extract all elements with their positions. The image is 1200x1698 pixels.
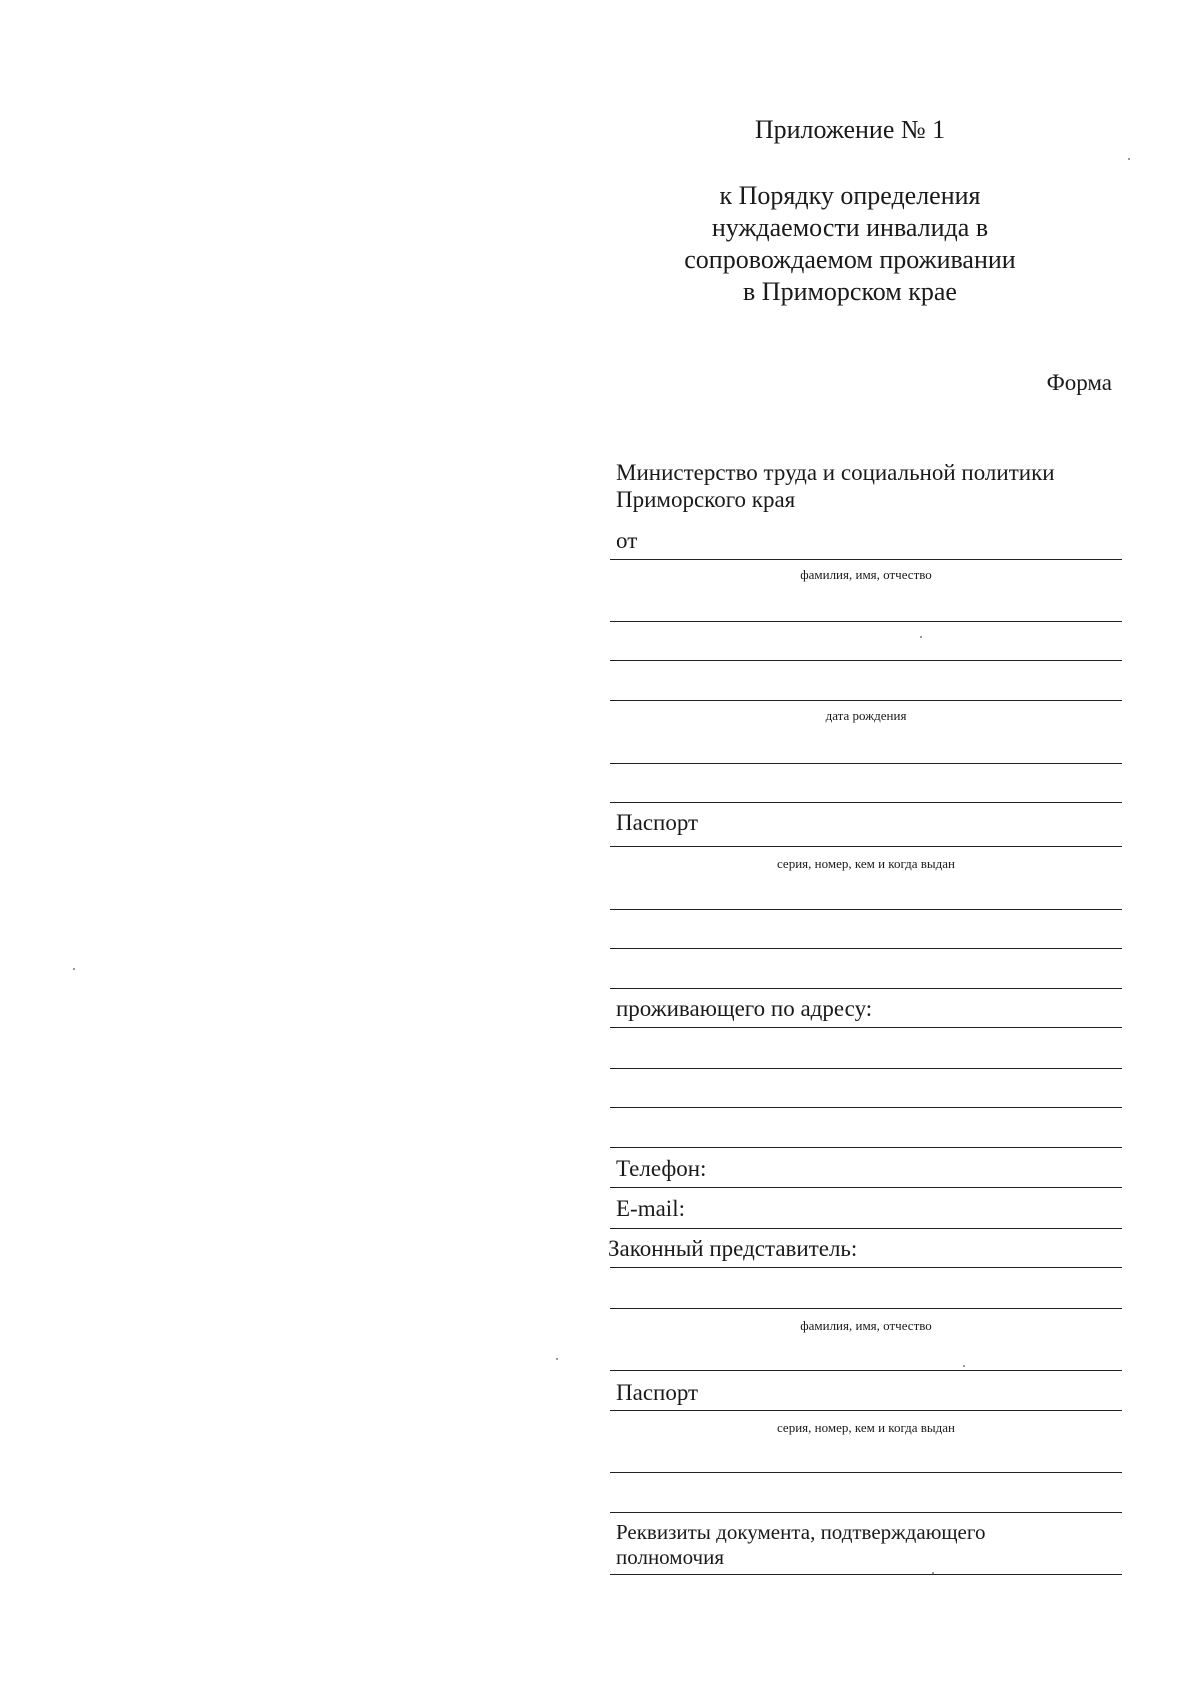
- order-line: в Приморском крае: [743, 277, 957, 306]
- address-input-line[interactable]: [610, 1147, 1122, 1148]
- from-input-line[interactable]: [610, 559, 1122, 560]
- fio-caption: фамилия, имя, отчество: [800, 567, 932, 582]
- authority-document-label: [616, 1520, 985, 1570]
- passport-details-line[interactable]: [610, 948, 1122, 949]
- scan-speck: [73, 968, 75, 970]
- representative-passport-label: Паспорт: [616, 1380, 699, 1405]
- address-input-line[interactable]: [610, 1027, 1122, 1028]
- representative-fio-caption: фамилия, имя, отчество: [800, 1318, 932, 1333]
- phone-input-line[interactable]: [610, 1187, 1122, 1188]
- representative-passport-details-line[interactable]: [610, 1512, 1122, 1513]
- blank-line[interactable]: [610, 802, 1122, 803]
- passport-label: Паспорт: [616, 810, 699, 835]
- addressee-line: Министерство труда и социальной политики: [616, 460, 1055, 485]
- email-label: E-mail:: [616, 1196, 685, 1221]
- address-label: проживающего по адресу:: [616, 996, 873, 1021]
- representative-passport-line[interactable]: [610, 1410, 1122, 1411]
- scan-speck: [556, 1358, 558, 1360]
- order-reference: [640, 180, 1060, 308]
- birth-date-caption: дата рождения: [825, 708, 907, 723]
- representative-input-line[interactable]: [610, 1267, 1122, 1268]
- addressee: [610, 459, 1128, 513]
- scan-speck: [920, 636, 922, 638]
- representative-passport-details-line[interactable]: [610, 1472, 1122, 1473]
- representative-passport-caption: серия, номер, кем и когда выдан: [777, 1420, 955, 1435]
- addressee-line: Приморского края: [616, 487, 796, 512]
- address-input-line[interactable]: [610, 1068, 1122, 1069]
- scan-speck: [932, 1572, 934, 1574]
- form-label: Форма: [1046, 370, 1112, 395]
- legal-representative-label: Законный представитель:: [608, 1236, 858, 1261]
- email-input-line[interactable]: [610, 1228, 1122, 1229]
- scan-speck: [963, 1365, 965, 1367]
- order-line: сопровождаемом проживании: [684, 245, 1016, 274]
- address-input-line[interactable]: [610, 1107, 1122, 1108]
- representative-blank-line[interactable]: [610, 1370, 1122, 1371]
- order-line: нуждаемости инвалида в: [711, 213, 989, 242]
- fio-input-line[interactable]: [610, 621, 1122, 622]
- passport-details-line[interactable]: [610, 909, 1122, 910]
- from-label: от: [616, 528, 638, 553]
- authority-document-line: полномочия: [616, 1545, 724, 1569]
- scan-speck: [1128, 158, 1130, 160]
- representative-fio-line[interactable]: [610, 1308, 1122, 1309]
- order-line: к Порядку определения: [719, 181, 981, 210]
- passport-input-line[interactable]: [610, 846, 1122, 847]
- birth-date-line[interactable]: [610, 763, 1122, 764]
- passport-details-line[interactable]: [610, 988, 1122, 989]
- birth-date-input-line[interactable]: [610, 700, 1122, 701]
- authority-document-line: Реквизиты документа, подтверждающего: [616, 1520, 986, 1544]
- appendix-title: Приложение № 1: [754, 115, 946, 144]
- fio-input-line[interactable]: [610, 660, 1122, 661]
- phone-label: Телефон:: [616, 1156, 707, 1181]
- passport-caption: серия, номер, кем и когда выдан: [777, 856, 955, 871]
- authority-document-input-line[interactable]: [610, 1574, 1122, 1575]
